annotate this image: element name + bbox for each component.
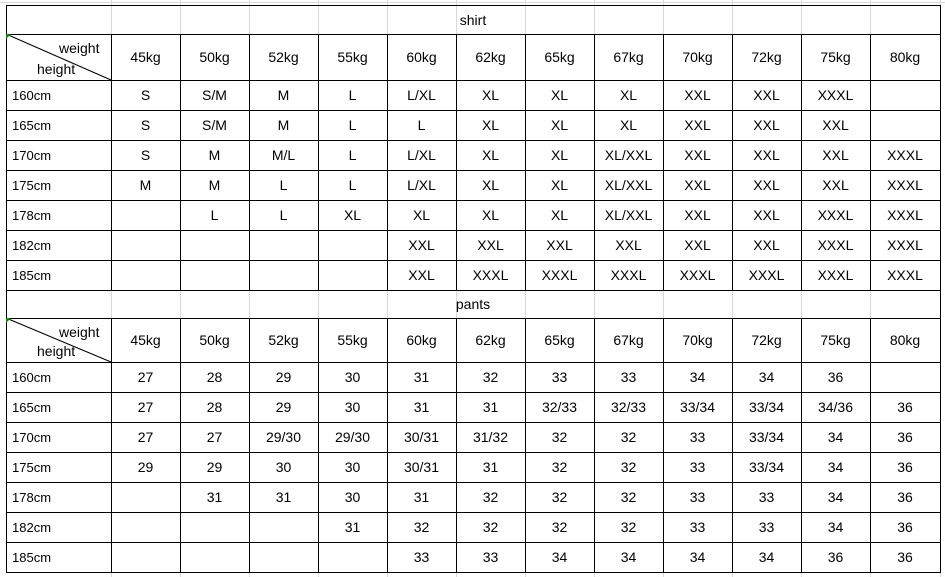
size-cell: [318, 230, 387, 260]
size-cell: L/XL: [407, 147, 436, 163]
size-cell: XL: [481, 117, 500, 133]
size-cell: 32: [551, 459, 568, 475]
size-cell: XXL: [615, 237, 642, 253]
weight-header: 67kg: [613, 332, 644, 348]
size-cell: [180, 512, 249, 542]
size-cell: XXXL: [817, 87, 854, 103]
size-cell: 34: [758, 369, 775, 385]
size-cell: 34: [758, 549, 775, 565]
size-cell: XL: [619, 87, 638, 103]
size-cell: 31: [413, 399, 430, 415]
size-cell: M: [139, 177, 152, 193]
size-cell: XXXL: [887, 177, 923, 193]
size-cell: XXXL: [748, 267, 785, 283]
size-cell: L: [348, 117, 357, 133]
height-row-header: 182cm: [12, 237, 52, 253]
size-cell: 34: [551, 549, 568, 565]
size-cell: [111, 512, 180, 542]
height-row-header: 178cm: [12, 489, 52, 505]
size-cell: XXL: [684, 117, 711, 133]
size-cell: 31: [413, 369, 430, 385]
size-cell: XXL: [684, 237, 711, 253]
size-cell: 27: [206, 429, 223, 445]
sheet-gridline: [0, 2, 945, 3]
size-cell: XXL: [753, 147, 780, 163]
size-cell: XXXL: [679, 267, 716, 283]
size-cell: 34: [620, 549, 637, 565]
size-cell: XXL: [753, 207, 780, 223]
size-cell: 32/33: [610, 399, 647, 415]
size-cell: [249, 260, 318, 290]
size-cell: 27: [137, 369, 154, 385]
height-row-header: 175cm: [12, 177, 52, 193]
size-cell: S: [140, 87, 151, 103]
size-cell: [249, 512, 318, 542]
size-cell: XXL: [684, 87, 711, 103]
size-cell: L: [279, 207, 288, 223]
table-title: pants: [455, 296, 491, 312]
size-cell: L: [348, 177, 357, 193]
size-cell: 36: [897, 459, 913, 475]
size-cell: XL: [481, 177, 500, 193]
size-cell: M/L: [271, 147, 296, 163]
weight-header: 80kg: [889, 49, 921, 65]
size-cell: [870, 362, 940, 392]
size-cell: L: [279, 177, 288, 193]
weight-header: 75kg: [820, 49, 851, 65]
size-cell: XXXL: [472, 267, 509, 283]
size-cell: 32: [482, 489, 499, 505]
size-cell: L/XL: [407, 87, 436, 103]
size-cell: [180, 542, 249, 572]
size-cell: [111, 542, 180, 572]
size-cell: XXL: [546, 237, 573, 253]
size-cell: [318, 260, 387, 290]
size-cell: XL/XXL: [604, 147, 653, 163]
size-cell: 33: [689, 519, 706, 535]
size-cell: 36: [897, 519, 913, 535]
size-cell: 33: [689, 459, 706, 475]
size-cell: 32/33: [541, 399, 578, 415]
size-cell: 29: [137, 459, 154, 475]
size-cell: XXL: [684, 147, 711, 163]
size-cell: M: [208, 177, 221, 193]
size-cell: 31: [206, 489, 223, 505]
size-cell: 30: [344, 399, 361, 415]
weight-header: 70kg: [682, 49, 713, 65]
size-cell: [111, 200, 180, 230]
size-cell: XXXL: [817, 237, 854, 253]
weight-header: 55kg: [337, 332, 368, 348]
corner-weight-label: weight: [59, 324, 100, 340]
size-cell: 36: [897, 399, 913, 415]
size-cell: 33: [689, 489, 706, 505]
size-cell: 33/34: [748, 399, 785, 415]
weight-header: 50kg: [199, 332, 230, 348]
size-cell: XL: [550, 87, 569, 103]
height-row-header: 185cm: [12, 267, 52, 283]
size-cell: XXXL: [887, 237, 923, 253]
weight-header: 75kg: [820, 332, 851, 348]
size-cell: XL/XXL: [604, 207, 653, 223]
size-cell: 30/31: [403, 429, 440, 445]
size-cell: 32: [413, 519, 430, 535]
size-cell: [180, 230, 249, 260]
weight-header: 65kg: [544, 49, 575, 65]
size-cell: L: [210, 207, 219, 223]
size-cell: [111, 230, 180, 260]
size-cell: 36: [827, 369, 844, 385]
size-cell: 36: [897, 429, 913, 445]
size-cell: 33: [482, 549, 499, 565]
size-cell: XL: [619, 117, 638, 133]
size-cell: 29: [275, 369, 292, 385]
size-cell: S: [140, 117, 151, 133]
size-cell: 29: [206, 459, 223, 475]
size-cell: 33: [689, 429, 706, 445]
weight-header: 67kg: [613, 49, 644, 65]
size-cell: 30/31: [403, 459, 440, 475]
size-cell: 30: [344, 369, 361, 385]
table-border: [940, 290, 941, 573]
size-cell: 31: [413, 489, 430, 505]
size-cell: S/M: [202, 87, 227, 103]
weight-header: 45kg: [130, 49, 161, 65]
size-cell: 34: [689, 549, 706, 565]
height-row-header: 170cm: [12, 147, 52, 163]
height-row-header: 165cm: [12, 117, 52, 133]
size-cell: XL: [481, 147, 500, 163]
size-cell: 32: [620, 519, 637, 535]
size-cell: 32: [482, 519, 499, 535]
weight-header: 62kg: [475, 332, 506, 348]
size-cell: XXXL: [887, 267, 923, 283]
corner-weight-label: weight: [59, 40, 100, 56]
size-cell: 32: [620, 459, 637, 475]
size-cell: 30: [344, 489, 361, 505]
size-cell: 34: [827, 429, 844, 445]
size-cell: XL: [550, 177, 569, 193]
size-cell: XXL: [753, 177, 780, 193]
size-cell: XL: [343, 207, 362, 223]
size-cell: XXL: [753, 117, 780, 133]
size-cell: 31/32: [472, 429, 509, 445]
size-cell: 27: [137, 399, 154, 415]
size-cell: 32: [620, 429, 637, 445]
size-cell: 32: [620, 489, 637, 505]
size-cell: XXXL: [610, 267, 647, 283]
size-cell: L: [348, 147, 357, 163]
weight-header: 52kg: [268, 49, 299, 65]
size-cell: XXXL: [887, 207, 923, 223]
size-cell: XXXL: [817, 207, 854, 223]
weight-header: 62kg: [475, 49, 506, 65]
size-cell: 34/36: [817, 399, 854, 415]
size-cell: [318, 542, 387, 572]
size-cell: XXL: [822, 177, 849, 193]
size-cell: 34: [689, 369, 706, 385]
size-cell: XL: [550, 117, 569, 133]
weight-header: 80kg: [889, 332, 921, 348]
size-cell: 29/30: [334, 429, 371, 445]
size-cell: [111, 482, 180, 512]
size-cell: XXL: [408, 267, 435, 283]
size-cell: 33: [758, 489, 775, 505]
size-cell: 28: [206, 369, 223, 385]
height-row-header: 160cm: [12, 369, 52, 385]
size-cell: 33: [758, 519, 775, 535]
size-cell: 31: [482, 459, 499, 475]
height-row-header: 178cm: [12, 207, 52, 223]
size-cell: 32: [551, 429, 568, 445]
size-cell: XXL: [684, 207, 711, 223]
size-cell: L: [417, 117, 426, 133]
size-cell: XXL: [477, 237, 504, 253]
weight-header: 60kg: [406, 49, 437, 65]
size-cell: 32: [551, 489, 568, 505]
height-row-header: 182cm: [12, 519, 52, 535]
size-cell: [180, 260, 249, 290]
height-row-header: 165cm: [12, 399, 52, 415]
size-cell: 32: [551, 519, 568, 535]
table-title: shirt: [459, 11, 487, 28]
size-cell: 31: [344, 519, 361, 535]
size-cell: XXL: [408, 237, 435, 253]
size-cell: 34: [827, 519, 844, 535]
size-cell: 28: [206, 399, 223, 415]
corner-height-label: height: [37, 343, 76, 359]
weight-header: 60kg: [406, 332, 437, 348]
size-cell: 32: [482, 369, 499, 385]
weight-header: 70kg: [682, 332, 713, 348]
size-cell: XL: [481, 87, 500, 103]
size-cell: XXL: [753, 87, 780, 103]
size-cell: [249, 542, 318, 572]
size-cell: XL: [412, 207, 431, 223]
size-cell: XL: [481, 207, 500, 223]
height-row-header: 185cm: [12, 549, 52, 565]
size-cell: 33: [413, 549, 430, 565]
size-cell: 34: [827, 459, 844, 475]
size-cell: [870, 80, 940, 110]
size-cell: 33: [551, 369, 568, 385]
size-cell: XXL: [684, 177, 711, 193]
size-cell: M: [277, 87, 290, 103]
weight-header: 52kg: [268, 332, 299, 348]
size-cell: M: [277, 117, 290, 133]
weight-header: 72kg: [751, 49, 782, 65]
weight-header: 45kg: [130, 332, 161, 348]
size-cell: L: [348, 87, 357, 103]
weight-header: 65kg: [544, 332, 575, 348]
height-row-header: 175cm: [12, 459, 52, 475]
size-cell: XXXL: [817, 267, 854, 283]
cell-comment-marker: [6, 34, 11, 39]
size-cell: L/XL: [407, 177, 436, 193]
table-border: [940, 5, 941, 291]
size-cell: [870, 110, 940, 140]
size-cell: S: [140, 147, 151, 163]
size-cell: XL: [550, 147, 569, 163]
weight-header: 50kg: [199, 49, 230, 65]
size-cell: 27: [137, 429, 154, 445]
size-cell: XXL: [822, 117, 849, 133]
size-cell: M: [208, 147, 221, 163]
corner-height-label: height: [37, 61, 76, 77]
size-cell: 31: [275, 489, 292, 505]
cell-comment-marker: [6, 318, 11, 323]
size-cell: 33/34: [748, 429, 785, 445]
size-cell: S/M: [202, 117, 227, 133]
size-cell: XL: [550, 207, 569, 223]
size-cell: 29: [275, 399, 292, 415]
size-cell: XXXL: [887, 147, 923, 163]
size-cell: XXL: [753, 237, 780, 253]
size-cell: 36: [897, 549, 913, 565]
size-cell: 33/34: [679, 399, 716, 415]
size-cell: XL/XXL: [604, 177, 653, 193]
size-cell: 33/34: [748, 459, 785, 475]
size-cell: 34: [827, 489, 844, 505]
size-cell: [249, 230, 318, 260]
size-cell: [111, 260, 180, 290]
size-cell: 31: [482, 399, 499, 415]
size-cell: 33: [620, 369, 637, 385]
size-cell: 36: [897, 489, 913, 505]
size-cell: 36: [827, 549, 844, 565]
size-cell: 30: [344, 459, 361, 475]
height-row-header: 170cm: [12, 429, 52, 445]
weight-header: 55kg: [337, 49, 368, 65]
size-cell: XXXL: [541, 267, 578, 283]
size-cell: XXL: [822, 147, 849, 163]
size-cell: 29/30: [265, 429, 302, 445]
size-cell: 30: [275, 459, 292, 475]
weight-header: 72kg: [751, 332, 782, 348]
height-row-header: 160cm: [12, 87, 52, 103]
